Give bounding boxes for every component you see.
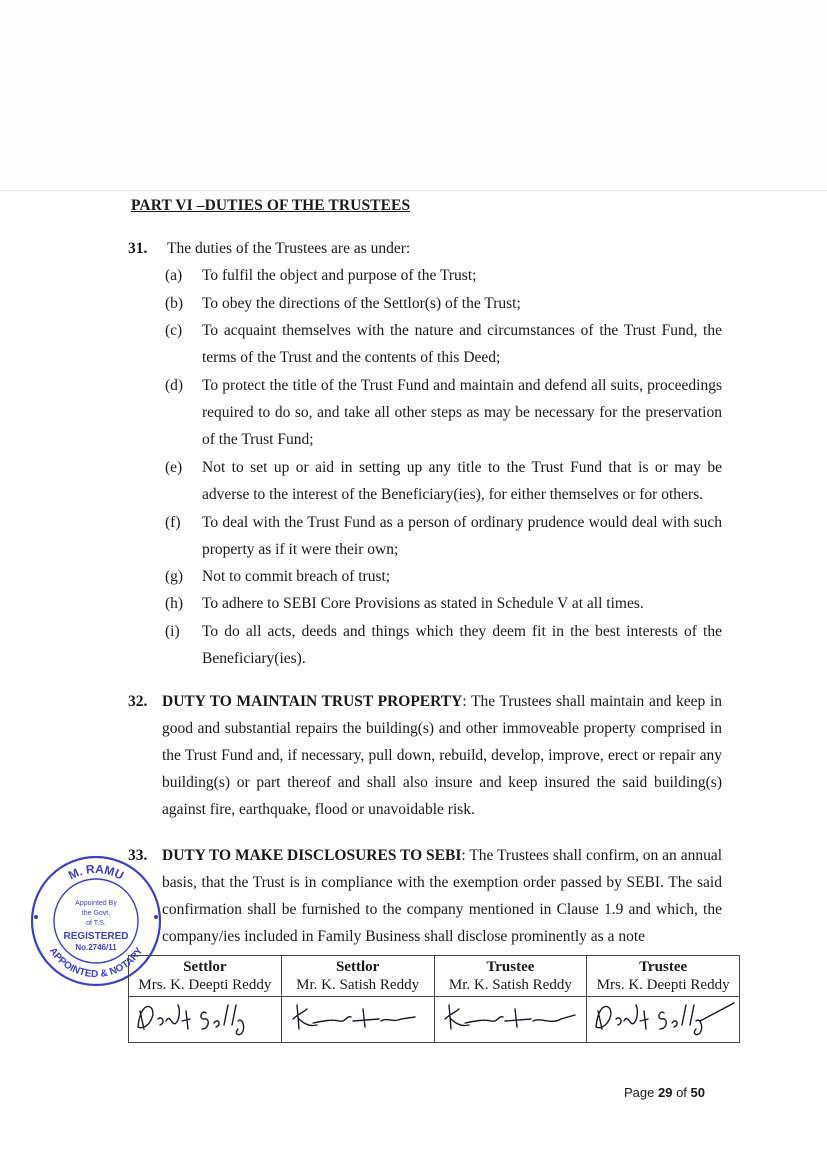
signature-cell xyxy=(129,997,282,1043)
item-text: To do all acts, deeds and things which they deem fit in the best interests of the Beneficiary(ies). xyxy=(202,623,722,667)
page-prefix: Page xyxy=(624,1085,658,1100)
seal-line-1: Appointed By xyxy=(75,900,117,907)
seal-bottom-text: APPOINTED & NOTARY xyxy=(46,945,146,981)
signatory-row xyxy=(129,956,740,997)
signatory-role: Settlor xyxy=(183,959,227,975)
signatory-role: Settlor xyxy=(335,959,380,975)
clause-text: : The Trustees shall confirm, on an annual basis, that the Trust is in compliance with the exemption order passed by SEBI. The said confirmation shall be furnished to the company mentioned in Clause 1.9 and which, the company/ies included in Family Business shall disclose prominently as a note xyxy=(162,847,723,945)
item-text: To protect the title of the Trust Fund and maintain and defend all suits, proceedings required to do so, and take all other steps as may be necessary for the preservation of the Trust Fund; xyxy=(202,377,722,448)
item-text: To obey the directions of the Settlor(s) of the Trust; xyxy=(202,295,521,312)
section-heading: PART VI –DUTIES OF THE TRUSTEES xyxy=(131,197,411,214)
signature-row xyxy=(129,997,740,1043)
handwritten-signature xyxy=(588,997,738,1037)
item-label: (b) xyxy=(165,295,184,312)
item-label: (c) xyxy=(165,322,183,339)
item-label: (f) xyxy=(165,514,181,531)
signatory-role: Trustee xyxy=(639,959,688,975)
signatory-name: Mrs. K. Deepti Reddy xyxy=(138,977,272,993)
seal-reg-no: No.2746/11 xyxy=(75,943,117,952)
clause-title: DUTY TO MAINTAIN TRUST PROPERTY xyxy=(162,693,463,710)
handwritten-signature xyxy=(130,997,280,1037)
signature-table xyxy=(128,955,740,1043)
signatory-name: Mrs. K. Deepti Reddy xyxy=(596,977,730,993)
handwritten-signature xyxy=(283,997,433,1037)
clause-number: 32. xyxy=(128,693,148,710)
clause-number: 33. xyxy=(128,847,148,864)
item-label: (i) xyxy=(165,623,180,640)
page-current: 29 xyxy=(657,1085,673,1100)
seal-top-text: M. RAMU xyxy=(66,861,127,883)
page-middle: of xyxy=(672,1085,691,1100)
clause-text: : The Trustees shall maintain and keep in good and substantial repairs the building(s) and other immoveable property comprised in the Trust Fund and, if necessary, pull down, rebuild, develop, improve, erect or repair any building(s) or part thereof and shall also insure and keep insured the said building(s) against fire, earthquake, flood or unavoidable risk. xyxy=(162,693,722,818)
signatory-cell xyxy=(129,956,282,997)
clause-body xyxy=(162,842,722,950)
signatory-role: Trustee xyxy=(486,959,535,975)
handwritten-signature xyxy=(435,997,585,1037)
item-label: (e) xyxy=(165,459,183,476)
item-text: Not to set up or aid in setting up any title to the Trust Fund that is or may be adverse to the interest of the Beneficiary(ies), for either themselves or for others. xyxy=(202,459,722,503)
signatory-name: Mr. K. Satish Reddy xyxy=(296,977,420,993)
item-text: To adhere to SEBI Core Provisions as stated in Schedule V at all times. xyxy=(202,595,644,612)
page-number xyxy=(624,1085,705,1100)
signatory-name: Mr. K. Satish Reddy xyxy=(448,977,572,993)
seal-registered: REGISTERED xyxy=(63,931,129,942)
clause-number: 31. xyxy=(128,240,148,257)
signature-cell xyxy=(587,997,740,1043)
item-text: Not to commit breach of trust; xyxy=(202,568,391,585)
seal-line-3: of T.S. xyxy=(86,920,106,927)
signatory-cell xyxy=(587,956,740,997)
seal-line-2: the Govt. xyxy=(81,910,111,917)
item-label: (d) xyxy=(165,377,184,394)
signature-cell xyxy=(434,997,587,1043)
item-label: (a) xyxy=(165,267,183,284)
signature-cell xyxy=(281,997,434,1043)
signatory-cell xyxy=(281,956,434,997)
item-label: (g) xyxy=(165,568,184,585)
item-text: To deal with the Trust Fund as a person of ordinary prudence would deal with such property as if it were their own; xyxy=(202,514,722,558)
clause-title: DUTY TO MAKE DISCLOSURES TO SEBI xyxy=(162,847,462,864)
clause-intro: The duties of the Trustees are as under: xyxy=(167,240,411,257)
clause-body xyxy=(162,688,722,823)
item-text: To acquaint themselves with the nature and circumstances of the Trust Fund, the terms of the Trust and the contents of this Deed; xyxy=(202,322,722,366)
page-total: 50 xyxy=(690,1085,705,1100)
signatory-cell xyxy=(434,956,587,997)
item-text: To fulfil the object and purpose of the Trust; xyxy=(202,267,477,284)
item-label: (h) xyxy=(165,595,184,612)
